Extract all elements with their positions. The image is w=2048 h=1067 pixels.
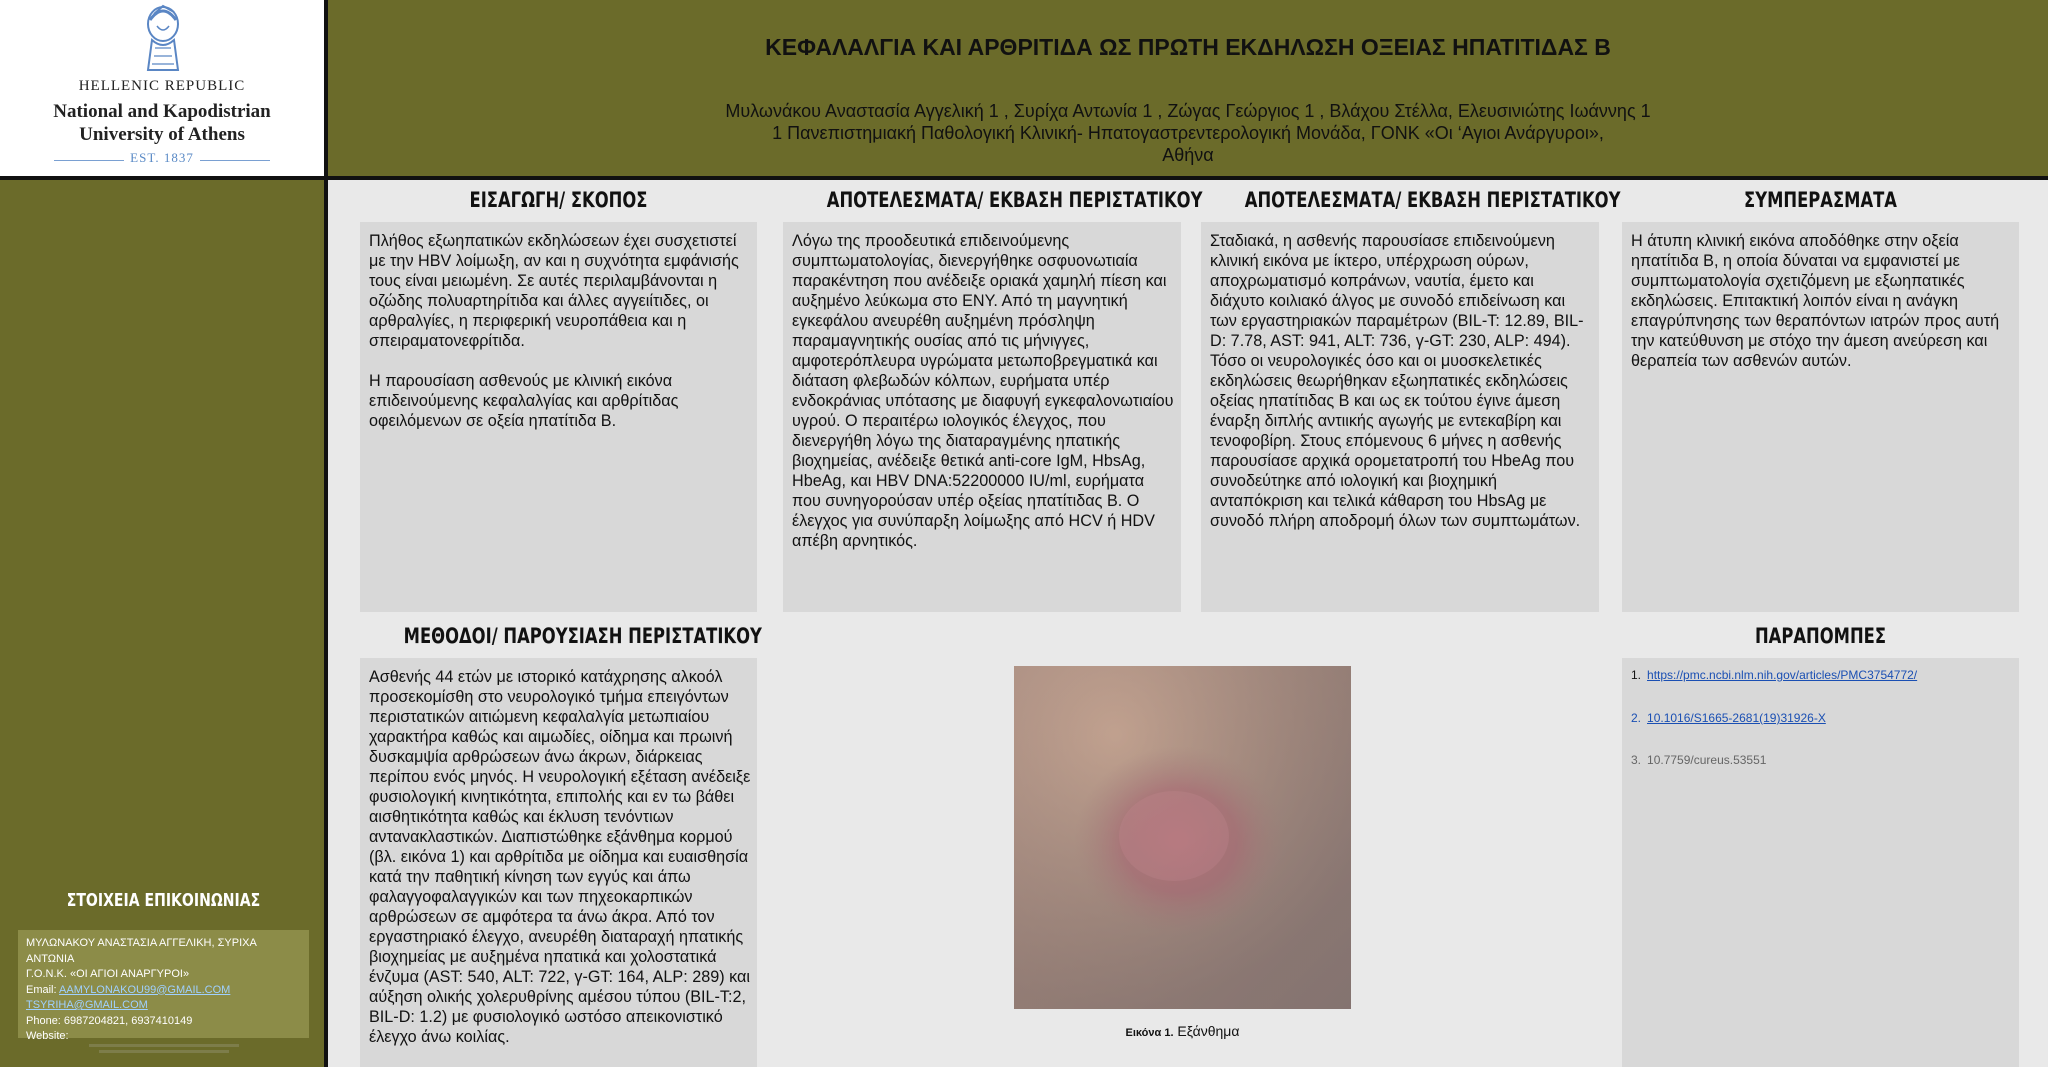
reference-doi-3: 10.7759/cureus.53551 bbox=[1647, 753, 1767, 767]
intro-heading: ΕΙΣΑΓΩΓΗ/ ΣΚΟΠΟΣ bbox=[469, 188, 648, 212]
references-heading: ΠΑΡΑΠΟΜΠΕΣ bbox=[1754, 624, 1887, 648]
est-rule-right bbox=[200, 160, 270, 161]
contact-email-link-1[interactable]: AAMYLONAKOU99@GMAIL.COM bbox=[59, 983, 231, 996]
footer-fine-print bbox=[0, 1044, 327, 1053]
conclusions-text: Η άτυπη κλινική εικόνα αποδόθηκε στην οξεία ηπατίτιδα Β, η οποία δύναται να εμφανιστεί με συμπτωματολογία σχετιζόμενη με εξωηπατικές εκδηλώσεις. Επιτακτική λοιπόν είναι η ανάγκη επαγρύπνησης των θεραπόντων ιατρών προς αυτή την κατεύθυνση με στόχο την άμεση ανεύρεση και θεραπεία των ασθενών αυτών. bbox=[1631, 232, 2000, 370]
contact-email-row bbox=[26, 983, 301, 999]
contact-website: Website: bbox=[26, 1030, 69, 1042]
rash-figure-image bbox=[1014, 666, 1351, 1009]
contact-box bbox=[18, 930, 309, 1042]
figure-caption-label: Εικόνα 1. bbox=[1125, 1027, 1174, 1039]
poster-title: ΚΕΦΑΛΑΛΓΙΑ ΚΑΙ ΑΡΘΡΙΤΙΔΑ ΩΣ ΠΡΩΤΗ ΕΚΔΗΛΩΣΗ ΟΞΕΙΑΣ ΗΠΑΤΙΤΙΔΑΣ Β bbox=[765, 34, 1611, 60]
results2-text: Σταδιακά, η ασθενής παρουσίασε επιδεινούμενη κλινική εικόνα με ίκτερο, υπέρχρωση ούρων, αποχρωματισμό κοπράνων, ναυτία, έμετο και διάχυτο κοιλιακό άλγος με συνοδό επιδείνωση και των εργαστηριακών παραμέτρων (BIL-T: 12.89, BIL-D: 7.78, AST: 941, ALT: 736, γ-GT: 230, ALP: 494). Τόσο οι νευρολογικές όσο και οι μυοσκελετικές εκδηλώσεις θεωρήθηκαν εξωηπατικές εκδηλώσεις οξείας ηπατίτιδας Β και ως εκ τούτου έγινε άμεση έναρξη διπλής αντιικής αγωγής με εντεκαβίρη και τενοφοβίρη. Στους επόμενους 6 μήνες η ασθενής παρουσίασε αρχικά ορομετατροπή του HbeAg που συνοδεύτηκε από ιολογική και βιοχημική ανταπόκριση και τελικά κάθαρση του HbsAg με συνοδό πλήρη αποδρομή όλων των συμπτωμάτων. bbox=[1210, 232, 1584, 530]
contact-phone: Phone: 6987204821, 6937410149 bbox=[26, 1014, 193, 1027]
intro-paragraph-2: Η παρουσίαση ασθενούς με κλινική εικόνα επιδεινούμενης κεφαλαλγίας και αρθρίτιδας οφειλόμενων σε οξεία ηπατίτιδα Β. bbox=[369, 372, 679, 430]
logo-university-line1: National and Kapodistrian bbox=[53, 101, 271, 122]
poster-affiliation: 1 Πανεπιστημιακή Παθολογική Κλινική- Ηπατογαστρεντερολογική Μονάδα, ΓΟΝΚ «Οι ‘Αγιοι Ανάργυροι», bbox=[772, 123, 1604, 143]
sidebar bbox=[0, 0, 327, 1067]
figure-caption-text: Εξάνθημα bbox=[1177, 1023, 1240, 1039]
conclusions-heading: ΣΥΜΠΕΡΑΣΜΑΤΑ bbox=[1744, 188, 1897, 212]
results2-heading: ΑΠΟΤΕΛΕΣΜΑΤΑ/ ΕΚΒΑΣΗ ΠΕΡΙΣΤΑΤΙΚΟΥ bbox=[1244, 188, 1621, 212]
poster-authors: Μυλωνάκου Αναστασία Αγγελική 1 , Συρίχα Αντωνία 1 , Ζώγας Γεώργιος 1 , Βλάχου Στέλλα, Ελευσινιώτης Ιωάννης 1 bbox=[725, 101, 1651, 121]
contact-names: ΜΥΛΩΝΑΚΟΥ ΑΝΑΣΤΑΣΙΑ ΑΓΓΕΛΙΚΗ, ΣΥΡΙΧΑ ΑΝΤΩΝΙΑ bbox=[26, 937, 257, 965]
header-divider bbox=[328, 176, 2048, 180]
reference-link-2[interactable]: 10.1016/S1665-2681(19)31926-X bbox=[1647, 711, 1826, 725]
figure-caption bbox=[1014, 1023, 1351, 1039]
athena-emblem-icon bbox=[140, 4, 186, 72]
results1-text: Λόγω της προοδευτικά επιδεινούμενης συμπτωματολογίας, διενεργήθηκε οσφυονωτιαία παρακέντηση που ανέδειξε οριακά χαμηλή πίεση και αυξημένο λεύκωμα στο ΕΝΥ. Από τη μαγνητική εγκεφάλου ανευρέθη αυξημένη πρόσληψη παραμαγνητικής ουσίας από τις μήνιγγες, αμφοτερόπλευρα υγρώματα μετωποβρεγματικά και διάταση φλεβωδών κόλπων, ευρήματα υπέρ ενδοκράνιας υπότασης με διαφυγή εγκεφαλονωτιαίου υγρού. Ο περαιτέρω ιολογικός έλεγχος, που διενεργήθη λόγω της διαταραγμένης ηπατικής βιοχημείας, ανέδειξε θετικά anti-core IgM, HbsAg, HbeAg, και HBV DNA:52200000 IU/ml, ευρήματα που συνηγορούσαν υπέρ οξείας ηπατίτιδας Β. Ο έλεγχος για συνύπαρξη λοίμωξης από HCV ή HDV απέβη αρνητικός. bbox=[792, 232, 1174, 550]
results1-heading: ΑΠΟΤΕΛΕΣΜΑΤΑ/ ΕΚΒΑΣΗ ΠΕΡΙΣΤΑΤΙΚΟΥ bbox=[826, 188, 1203, 212]
logo-university-line2: University of Athens bbox=[79, 124, 245, 145]
contact-email-link-2[interactable]: TSYRIHA@GMAIL.COM bbox=[26, 999, 148, 1011]
reference-number: 2. bbox=[1631, 711, 1642, 725]
poster-city: Αθήνα bbox=[1162, 145, 1214, 165]
contact-hospital: Γ.Ο.Ν.Κ. «ΟΙ ΑΓΙΟΙ ΑΝΑΡΓΥΡΟΙ» bbox=[26, 968, 190, 980]
sidebar-divider bbox=[0, 176, 327, 180]
reference-item-2 bbox=[1631, 711, 1826, 725]
intro-text bbox=[369, 231, 749, 431]
logo-republic-text: HELLENIC REPUBLIC bbox=[78, 78, 246, 94]
methods-heading: ΜΕΘΟΔΟΙ/ ΠΑΡΟΥΣΙΑΣΗ ΠΕΡΙΣΤΑΤΙΚΟΥ bbox=[403, 624, 762, 648]
reference-item-1 bbox=[1631, 668, 1917, 682]
reference-number: 3. bbox=[1631, 753, 1642, 767]
university-logo bbox=[0, 0, 324, 176]
logo-est-text: EST. 1837 bbox=[130, 150, 194, 165]
poster-header bbox=[328, 0, 2048, 176]
rash-photo bbox=[1014, 666, 1351, 1009]
contact-heading: ΣΤΟΙΧΕΙΑ ΕΠΙΚΟΙΝΩΝΙΑΣ bbox=[66, 890, 261, 911]
reference-number: 1. bbox=[1631, 668, 1642, 682]
contact-email-label: Email: bbox=[26, 983, 60, 996]
reference-item-3 bbox=[1631, 753, 1766, 767]
reference-link-1[interactable]: https://pmc.ncbi.nlm.nih.gov/articles/PMC3754772/ bbox=[1647, 668, 1918, 682]
methods-text: Ασθενής 44 ετών με ιστορικό κατάχρησης αλκοόλ προσεκομίσθη στο νευρολογικό τμήμα επειγόντων περιστατικών αιτιώμενη κεφαλαλγία μετωπιαίου χαρακτήρα καθώς και αιμωδίες, οίδημα και πρωινή δυσκαμψία αρθρώσεων άνω άκρων, διάρκειας περίπου ενός μηνός. Η νευρολογική εξέταση ανέδειξε φυσιολογική κινητικότητα, επιπολής και εν τω βάθει αισθητικότητα καθώς και έκλυση τενόντιων αντανακλαστικών. Διαπιστώθηκε εξάνθημα κορμού (βλ. εικόνα 1) και αρθρίτιδα με οίδημα και ευαισθησία κατά την παθητική κίνηση των εγγύς και άπω φαλαγγοφαλαγγικών και των πηχεοκαρπικών αρθρώσεων σε αμφότερα τα άνω άκρα. Από τον εργαστηριακό έλεγχο, ανευρέθη διαταραχή ηπατικής βιοχημείας με αυξημένα ηπατικά και χολοστατικά ένζυμα (AST: 540, ALT: 722, γ-GT: 164, ALP: 289) και αύξηση ολικής χολερυθρίνης αμέσου τύπου (BIL-T:2, BIL-D: 1.2) με φυσιολογικό ωστόσο απεικονιστικό έλεγχο άνω κοιλίας. bbox=[369, 668, 751, 1046]
intro-paragraph-1: Πλήθος εξωηπατικών εκδηλώσεων έχει συσχετιστεί με την HBV λοίμωξη, αν και η συχνότητα εμφάνισής τους είναι μειωμένη. Σε αυτές περιλαμβάνονται η οζώδης πολυαρτηρίτιδα και άλλες αγγειίτιδες, οι αρθραλγίες, η περιφερική νευροπάθεια και η σπειραματονεφρίτιδα. bbox=[369, 232, 739, 350]
